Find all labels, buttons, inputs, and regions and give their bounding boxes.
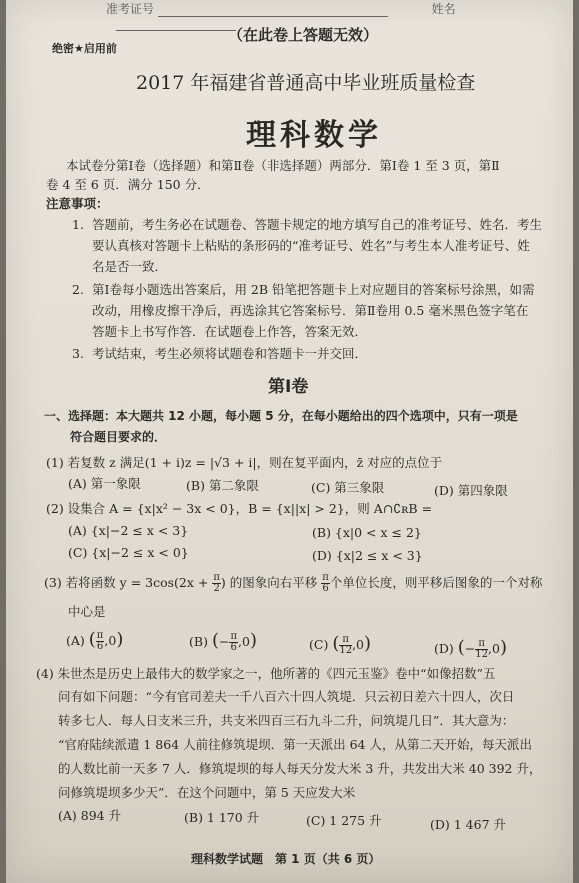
candidate-info-line bbox=[6, 0, 573, 18]
q2-option-b: (B) {x|0 < x ≤ 2} bbox=[312, 525, 422, 540]
fraction-denominator: 6 bbox=[230, 642, 237, 653]
note-number: 1. bbox=[72, 217, 84, 232]
fraction-denominator: 12 bbox=[339, 645, 353, 656]
note-line: 第Ⅰ卷每小题选出答案后，用 2B 铅笔把答题卡上对应题目的答案标号涂黑，如需 bbox=[92, 282, 535, 297]
note-line: 答题前，考生务必在试题卷、答题卡规定的地方填写自己的准考证号、姓名．考生 bbox=[92, 217, 543, 232]
name-blank bbox=[116, 18, 236, 31]
option-label: (D) bbox=[434, 641, 454, 656]
note-line: 要认真核对答题卡上粘贴的条形码的“准考证号、姓名”与考生本人准考证号、姓 bbox=[92, 238, 530, 253]
section-heading-line-1: 一、选择题：本大题共 12 小题，每小题 5 分，在每小题给出的四个选项中，只有一项是 bbox=[44, 409, 518, 423]
fraction bbox=[339, 635, 352, 656]
note-line: 改动，用橡皮擦干净后，再选涂其它答案标号．第Ⅱ卷用 0.5 毫米黑色签字笔在 bbox=[92, 303, 529, 318]
sign: − bbox=[464, 641, 476, 656]
q2-option-c: (C) {x|−2 ≤ x < 0} bbox=[68, 545, 189, 560]
page-footer: 理科数学试题 第 1 页（共 6 页） bbox=[191, 852, 381, 866]
zero: ,0 bbox=[488, 641, 500, 656]
fraction bbox=[475, 639, 488, 660]
exam-number-label: 准考证号 bbox=[106, 2, 155, 16]
q3-option-c: (C) ( $\frac{\pi}{12}$ ,0) bbox=[309, 633, 372, 656]
q1-option-a: (A) 第一象限 bbox=[68, 476, 141, 491]
q4-line: 问修筑堤坝多少天”．在这个问题中，第 5 天应发大米 bbox=[58, 785, 356, 800]
fraction-denominator: 12 bbox=[475, 649, 489, 660]
exam-title: 2017 年福建省普通高中毕业班质量检查 bbox=[136, 72, 476, 94]
note-number: 2. bbox=[72, 282, 84, 297]
intro-line-1: 本试卷分第Ⅰ卷（选择题）和第Ⅱ卷（非选择题）两部分．第Ⅰ卷 1 至 3 页，第Ⅱ bbox=[66, 158, 500, 173]
note-line: 答题卡上书写作答．在试题卷上作答，答案无效． bbox=[92, 324, 368, 339]
fraction-denominator: 2 bbox=[213, 583, 220, 594]
q3-stem-pre: (3) 若将函数 y = 3cos(2x + bbox=[44, 575, 209, 590]
pi-over-2-fraction bbox=[212, 573, 221, 594]
note-line: 考试结束，考生必须将试题卷和答题卡一并交回． bbox=[92, 346, 368, 361]
intro-line-2: 卷 4 至 6 页．满分 150 分． bbox=[46, 177, 210, 192]
fraction-denominator: 6 bbox=[96, 641, 104, 652]
fraction-denominator: 6 bbox=[322, 583, 329, 594]
q4-option-b: (B) 1 170 升 bbox=[184, 810, 260, 825]
q1-option-c: (C) 第三象限 bbox=[311, 480, 385, 495]
fraction-numerator: π bbox=[230, 631, 238, 642]
notice-text: （在此卷上答题无效） bbox=[228, 26, 379, 44]
q4-line: 问有如下问题：“今有官司差夫一千八百六十四人筑堤．只云初日差六十四人，次日 bbox=[58, 689, 515, 704]
q2-stem: (2) 设集合 A = {x|x² − 3x < 0}，B = {x||x| > 2}，则 A∩∁ʀB = bbox=[46, 501, 433, 516]
q2-option-a: (A) {x|−2 ≤ x < 3} bbox=[68, 523, 189, 538]
pi-over-6-fraction bbox=[321, 573, 330, 594]
q1-option-b: (B) 第二象限 bbox=[186, 478, 259, 493]
option-label: (C) bbox=[309, 637, 329, 652]
section-heading-line-2: 符合题目要求的． bbox=[70, 430, 167, 444]
q4-option-c: (C) 1 275 升 bbox=[306, 813, 382, 828]
option-label: (B) bbox=[189, 634, 208, 649]
exam-number-blank bbox=[158, 4, 388, 17]
q4-line: “官府陆续派遣 1 864 人前往修筑堤坝．第一天派出 64 人，从第二天开始，每天派出 bbox=[58, 737, 532, 752]
note-line: 名是否一致． bbox=[92, 259, 168, 274]
name-label: 姓名 bbox=[431, 2, 456, 16]
fraction-numerator: π bbox=[96, 630, 104, 641]
notes-title: 注意事项： bbox=[46, 196, 109, 211]
q4-line: 转多七人．每人日支米三升，共支米四百三石九斗二升，问筑堤几日”．其大意为： bbox=[58, 713, 515, 728]
exam-paper bbox=[6, 0, 573, 883]
q1-stem: (1) 若复数 z 满足(1 + i)z = |√3 + i|，则在复平面内，z̄ 对应的点位于 bbox=[46, 455, 443, 470]
q4-line: (4) 朱世杰是历史上最伟大的数学家之一，他所著的《四元玉鉴》卷中“如像招数”五 bbox=[36, 666, 496, 681]
fraction-numerator: π bbox=[339, 635, 352, 646]
volume-title: 第Ⅰ卷 bbox=[268, 377, 309, 397]
q2-option-d: (D) {x|2 ≤ x < 3} bbox=[312, 548, 423, 563]
note-number: 3. bbox=[72, 346, 84, 361]
fraction-numerator: π bbox=[213, 572, 220, 583]
fraction bbox=[229, 632, 238, 653]
q3-stem-mid: ) 的图象向右平移 bbox=[220, 575, 318, 590]
q3-stem-post: 个单位长度，则平移后图象的一个对称 bbox=[329, 575, 543, 590]
q3-option-b: (B) (− $\frac{\pi}{6}$ ,0) bbox=[189, 630, 257, 653]
q3-option-d: (D) (− $\frac{\pi}{12}$ ,0) bbox=[434, 637, 507, 660]
zero: ,0 bbox=[238, 634, 250, 649]
q3-stem bbox=[44, 573, 542, 594]
q4-line: 的人数比前一天多 7 人．修筑堤坝的每人每天分发大米 3 升，共发出大米 40 392 升， bbox=[58, 761, 542, 776]
zero: ,0 bbox=[352, 637, 365, 652]
secret-mark: 绝密★启用前 bbox=[52, 42, 117, 55]
zero: ,0 bbox=[104, 633, 117, 648]
subject-title: 理科数学 bbox=[246, 118, 382, 153]
fraction-numerator: π bbox=[475, 639, 488, 650]
q1-option-d: (D) 第四象限 bbox=[434, 483, 508, 498]
q3-option-a: (A) ( $\frac{\pi}{6}$ ,0) bbox=[66, 629, 124, 652]
q4-option-d: (D) 1 467 升 bbox=[430, 817, 507, 832]
q3-line-2: 中心是 bbox=[68, 604, 106, 619]
fraction-numerator: π bbox=[322, 572, 329, 583]
q4-option-a: (A) 894 升 bbox=[58, 808, 122, 823]
sign: − bbox=[218, 634, 230, 649]
option-label: (A) bbox=[66, 633, 85, 648]
